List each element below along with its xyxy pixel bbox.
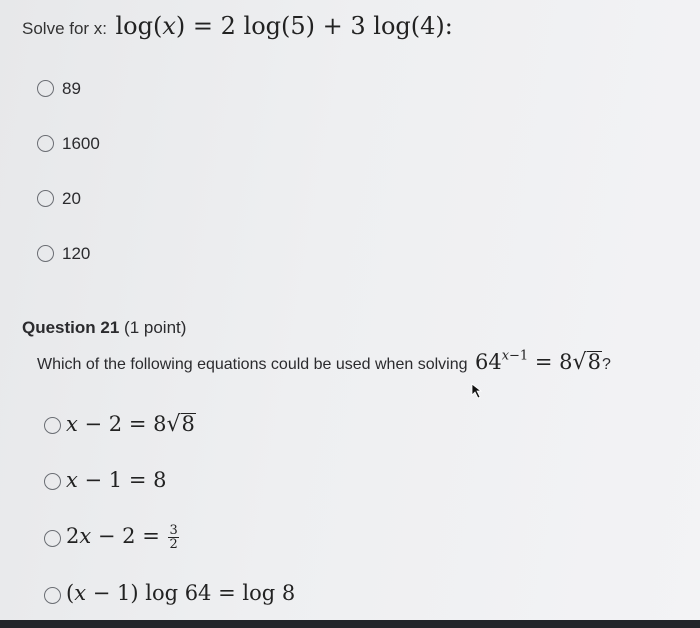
prompt-label: Solve for x: <box>22 19 108 38</box>
question-equation: $64^{x-1} = 8√8$ <box>474 348 601 375</box>
log-equation: log(x) = 2 log(5) + 3 log(4): <box>115 12 453 40</box>
option-radio-b[interactable] <box>44 473 61 490</box>
option-d-equation: (x − 1) log 64 = log 8 <box>66 581 296 605</box>
question-points: (1 point) <box>124 318 187 337</box>
mouse-pointer-icon <box>470 383 482 399</box>
option-label-89: 89 <box>62 79 81 98</box>
option-radio-89[interactable] <box>37 80 54 97</box>
option-radio-a[interactable] <box>44 417 61 434</box>
option-radio-d[interactable] <box>44 587 61 604</box>
previous-question-prompt <box>22 12 453 40</box>
option-radio-120[interactable] <box>37 245 54 262</box>
bottom-bar <box>0 620 700 628</box>
question-21-text: Which of the following equations could be used when solving $64^{x-1} = 8√8$? <box>37 348 611 375</box>
question-21-heading <box>22 318 186 338</box>
fraction-three-halves: $\frac{3}{2}$ <box>169 523 178 552</box>
option-label-1600: 1600 <box>62 134 100 153</box>
option-radio-1600[interactable] <box>37 135 54 152</box>
option-b-equation: x − 1 = 8 <box>66 468 167 492</box>
option-c-equation: 2x − 2 = $\frac{3}{2}$ <box>66 523 178 552</box>
option-label-20: 20 <box>62 189 81 208</box>
question-number: Question 21 <box>22 318 120 337</box>
option-label-120: 120 <box>62 244 91 263</box>
option-a-equation: x − 2 = 8√8 <box>66 412 195 437</box>
option-radio-c[interactable] <box>44 530 61 547</box>
question-text: Which of the following equations could be used when solving <box>37 356 468 373</box>
option-radio-20[interactable] <box>37 190 54 207</box>
